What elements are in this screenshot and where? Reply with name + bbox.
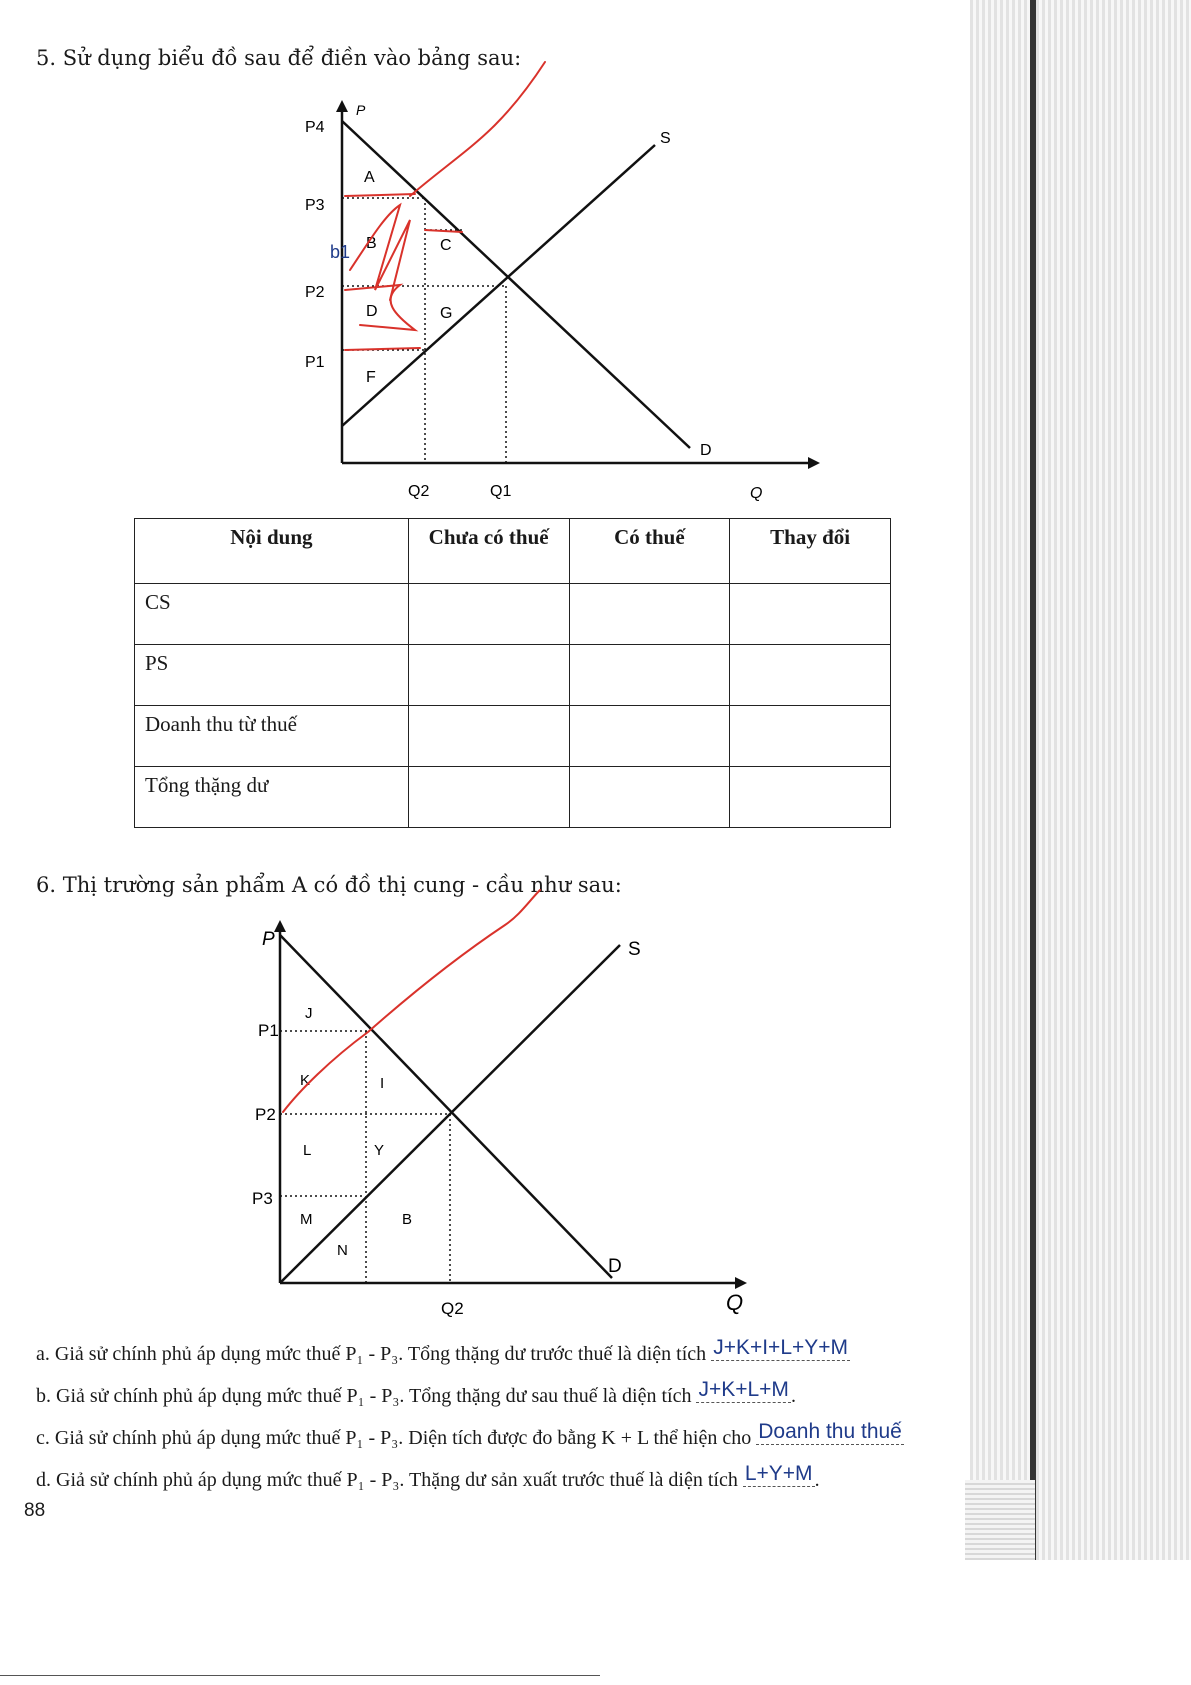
table-cell xyxy=(569,767,730,828)
q6-question-d xyxy=(36,1462,820,1493)
q5-table-header: Chưa có thuế xyxy=(408,519,569,584)
q6-price-p1: P1 xyxy=(258,1021,279,1040)
question-text: a. Giả sử chính phủ áp dụng mức thuế P₁ - P₃. Tổng thặng dư trước thuế là diện tích xyxy=(36,1343,707,1365)
question-text: c. Giả sử chính phủ áp dụng mức thuế P₁ - P₃. Diện tích được đo bằng K + L thể hiện cho xyxy=(36,1427,752,1449)
q5-price-p3: P3 xyxy=(305,197,325,214)
answer-field: J+K+I+L+Y+M xyxy=(713,1336,849,1359)
q6-demand-label: D xyxy=(608,1256,622,1277)
page-number: 88 xyxy=(24,1500,46,1521)
q5-supply-label: S xyxy=(660,130,671,147)
table-row xyxy=(135,706,891,767)
table-cell xyxy=(730,645,891,706)
q6-region-j: J xyxy=(305,1005,313,1022)
q5-region-c: C xyxy=(440,237,452,254)
table-cell xyxy=(408,767,569,828)
table-cell: PS xyxy=(135,645,409,706)
table-cell xyxy=(569,645,730,706)
q5-title: 5. Sử dụng biểu đồ sau để điền vào bảng sau: xyxy=(36,46,522,70)
q5-region-g: G xyxy=(440,305,453,322)
answer-end: . xyxy=(814,1469,820,1491)
q6-graph xyxy=(230,880,790,1320)
q6-axis-q-label: Q xyxy=(726,1290,744,1315)
q6-region-i: I xyxy=(380,1075,385,1092)
q5-handwritten-note: b1 xyxy=(330,242,351,262)
q5-qty-q1: Q1 xyxy=(490,483,512,500)
q6-question-c xyxy=(36,1420,904,1451)
table-row xyxy=(135,767,891,828)
q6-supply-label: S xyxy=(628,939,641,960)
q5-region-a: A xyxy=(364,169,375,186)
q6-question-a xyxy=(36,1336,850,1367)
q5-table-header: Thay đổi xyxy=(730,519,891,584)
table-cell: Tổng thặng dư xyxy=(135,767,409,828)
table-cell xyxy=(730,706,891,767)
question-text: d. Giả sử chính phủ áp dụng mức thuế P₁ - P₃. Thặng dư sản xuất trước thuế là diện tích xyxy=(36,1469,738,1491)
table-cell xyxy=(408,706,569,767)
q6-region-y: Y xyxy=(374,1142,385,1159)
q6-title: 6. Thị trường sản phẩm A có đồ thị cung - cầu như sau: xyxy=(36,873,622,897)
q6-price-p3: P3 xyxy=(252,1189,273,1208)
q6-qty-q2: Q2 xyxy=(441,1299,464,1318)
page-fold xyxy=(965,1480,1035,1560)
q6-red-pen-mark xyxy=(283,890,540,1112)
q5-price-p2: P2 xyxy=(305,284,325,301)
table-cell xyxy=(408,645,569,706)
q6-region-k: K xyxy=(300,1072,311,1089)
binder-rule xyxy=(1030,0,1036,1560)
q5-graph xyxy=(290,55,850,505)
q6-axis-p-label: P xyxy=(262,929,275,950)
q5-demand-label: D xyxy=(700,442,712,459)
q5-table-header: Có thuế xyxy=(569,519,730,584)
q5-region-b: B xyxy=(366,235,377,252)
answer-field: J+K+L+M xyxy=(698,1378,789,1401)
q6-question-b xyxy=(36,1378,796,1409)
table-cell xyxy=(569,584,730,645)
answer-field: L+Y+M xyxy=(744,1462,813,1485)
q5-axis-q-label: Q xyxy=(750,485,763,502)
table-cell xyxy=(730,767,891,828)
q5-region-d: D xyxy=(366,303,378,320)
q6-demand-line xyxy=(280,935,612,1278)
question-text: b. Giả sử chính phủ áp dụng mức thuế P₁ - P₃. Tổng thặng dư sau thuế là diện tích xyxy=(36,1385,692,1407)
q5-price-p1: P1 xyxy=(305,354,325,371)
q5-price-p4: P4 xyxy=(305,119,325,136)
table-cell xyxy=(408,584,569,645)
table-cell xyxy=(730,584,891,645)
scan-binder-edge xyxy=(970,0,1191,1560)
answer-field: Doanh thu thuế xyxy=(758,1420,902,1443)
q5-qty-q2: Q2 xyxy=(408,483,430,500)
q6-region-b: B xyxy=(402,1211,413,1228)
q5-axis-p-label: P xyxy=(356,102,366,118)
table-cell: Doanh thu từ thuế xyxy=(135,706,409,767)
q5-table-header: Nội dung xyxy=(135,519,409,584)
q6-region-n: N xyxy=(337,1242,348,1259)
answer-end: . xyxy=(790,1385,796,1407)
bottom-rule xyxy=(0,1675,600,1676)
q6-region-l: L xyxy=(303,1142,312,1159)
q6-region-m: M xyxy=(300,1211,313,1228)
q6-price-p2: P2 xyxy=(255,1105,276,1124)
table-row xyxy=(135,645,891,706)
q5-region-f: F xyxy=(366,369,376,386)
table-cell xyxy=(569,706,730,767)
q5-table xyxy=(134,518,891,828)
table-cell: CS xyxy=(135,584,409,645)
table-row xyxy=(135,584,891,645)
